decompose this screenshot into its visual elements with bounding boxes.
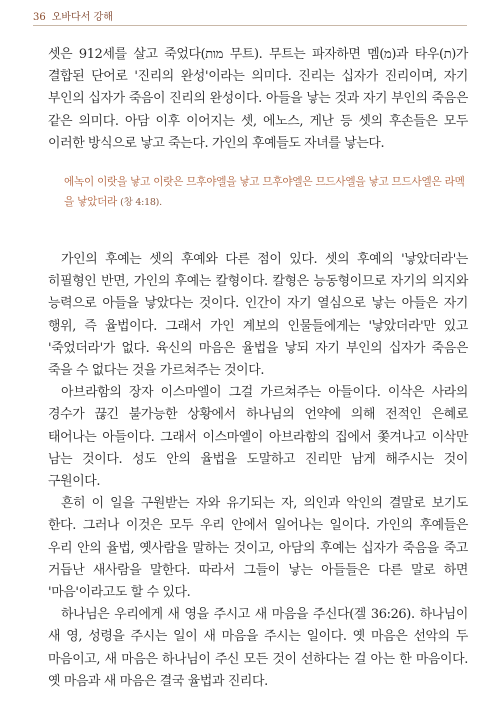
- paragraph: 하나님은 우리에게 새 영을 주시고 새 마음을 주신다(겔 36:26). 하나님이 새 영, 성령을 주시는 일이 새 마음을 주시는 일이다. 옛 마음은 선악의 두 마음이고, 새 마음은 하나님이 주신 모든 것이 선하다는 걸 아는 한 마음이다. 옛 마음과 새 마음은 결국 율법과 진리다.: [48, 607, 468, 689]
- paragraph: 가인의 후예는 셋의 후예와 다른 점이 있다. 셋의 후예의 '낳았더라'는 히필형인 반면, 가인의 후예는 칼형이다. 칼형은 능동형이므로 자기의 의지와 능력으로 아들을 낳았다는 것이다. 인간이 자기 열심으로 낳는 아들은 자기 행위, 즉 율법이다. 그래서 가인 계보의 인물들에게는 '낳았더라'만 있고 '죽었더라'가 없다. 육신의 마음은 율법을 낳되 자기 부인의 십자가 죽음은 죽을 수 없다는 것을 가르쳐주는 것이다.: [48, 252, 468, 379]
- paragraph: 셋은 912세를 살고 죽었다(מות 무트). 무트는 파자하면 멤(מ)과 타우(ת)가 결합된 단어로 '진리의 완성'이라는 의미다. 진리는 십자가 진리이며, 자기 부인의 십자가 죽음이 진리의 완성이다. 아들을 낳는 것과 자기 부인의 죽음은 같은 의미다. 아담 이후 이어지는 셋, 에노스, 게난 등 셋의 후손들은 모두 이러한 방식으로 낳고 죽는다. 가인의 후예들도 자녀를 낳는다.: [48, 47, 468, 151]
- paragraph: 아브라함의 장자 이스마엘이 그걸 가르쳐주는 아들이다. 이삭은 사라의 경수가 끊긴 불가능한 상황에서 하나님의 언약에 의해 전적인 은혜로 태어나는 아들이다. 그래서 이스마엘이 아브라함의 집에서 쫓겨나고 이삭만 남는 것이다. 성도 안의 율법을 도말하고 진리만 남게 해주시는 것이 구원이다.: [48, 385, 468, 490]
- page-body: [48, 44, 468, 693]
- header-rule: [33, 25, 467, 26]
- page-number: 36: [33, 12, 46, 23]
- quote-text: 에녹이 이랏을 낳고 이랏은 므후야엘을 낳고 므후야엘은 므드사엘을 낳고 므드사엘은 라멕을 낳았더라: [64, 176, 465, 209]
- paragraph: 흔히 이 일을 구원받는 자와 유기되는 자, 의인과 악인의 결말로 보기도 한다. 그러나 이것은 모두 우리 안에서 일어나는 일이다. 가인의 후예들은 우리 안의 율법, 옛사람을 말하는 것이고, 아담의 후예는 십자가 죽음을 죽고 거듭난 새사람을 말한다. 따라서 그들이 낳는 아들들은 다른 말로 하면 '마음'이라고도 할 수 있다.: [48, 496, 468, 601]
- quote-reference: (창 4:18).: [120, 197, 162, 209]
- book-title: 오바다서 강해: [51, 12, 113, 23]
- scripture-quote: [64, 172, 468, 213]
- running-header: [33, 8, 113, 23]
